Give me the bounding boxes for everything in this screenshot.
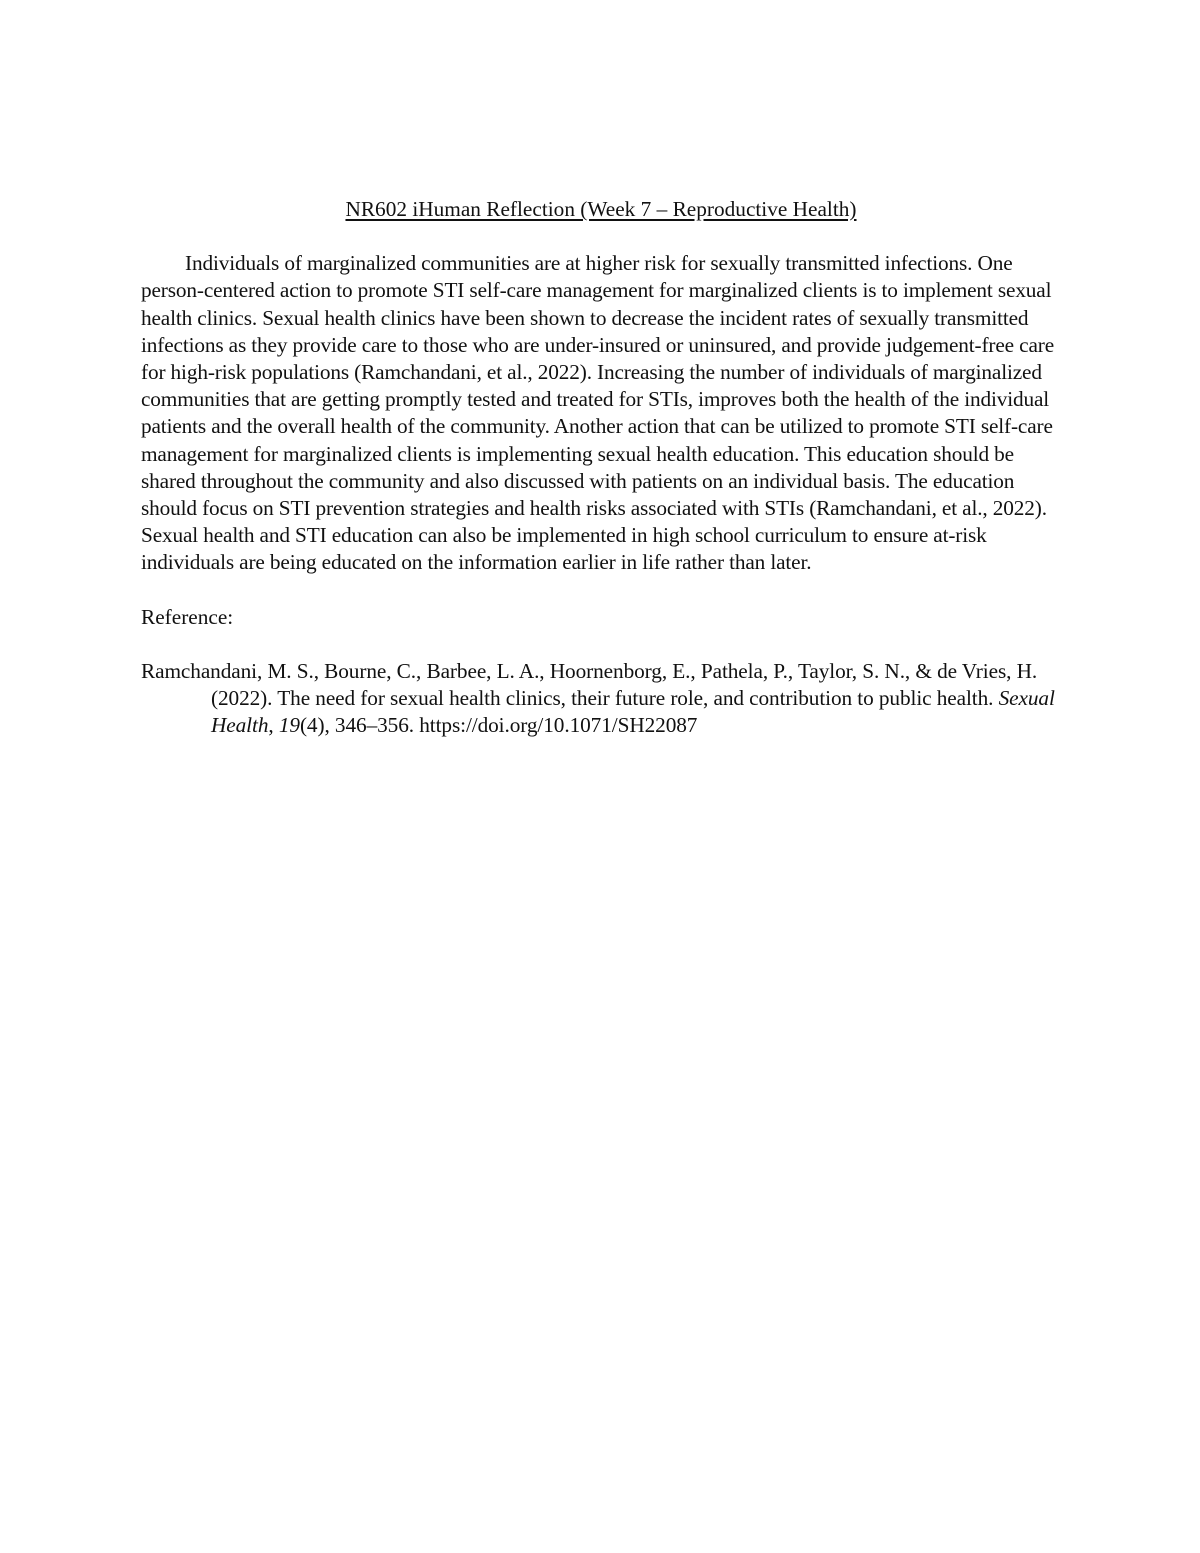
document-content [141,196,1061,739]
citation-doi: https://doi.org/10.1071/SH22087 [419,713,698,738]
citation-issue-pages: (4), 346–356. [299,713,420,738]
reference-heading: Reference: [141,604,234,629]
document-title: NR602 iHuman Reflection (Week 7 – Reproductive Health) [345,197,857,221]
citation-volume: 19 [278,713,300,738]
body-paragraph: Individuals of marginalized communities are at higher risk for sexually transmitted infections. One person-centered action to promote STI self-care management for marginalized clients is to implement sexual health clinics. Sexual health clinics have been shown to decrease the incident rates of sexually transmitted infections as they provide care to those who are under-insured or uninsured, and provide judgement-free care for high-risk populations (Ramchandani, et al., 2022). Increasing the number of individuals of marginalized communities that are getting promptly tested and treated for STIs, improves both the health of the individual patients and the overall health of the community. Another action that can be utilized to promote STI self-care management for marginalized clients is implementing sexual health education. This education should be shared throughout the community and also discussed with patients on an individual basis. The education should focus on STI prevention strategies and health risks associated with STIs (Ramchandani, et al., 2022). Sexual health and STI education can also be implemented in high school curriculum to ensure at-risk individuals are being educated on the information earlier in life rather than later. [141,251,1054,575]
citation-authors-title: Ramchandani, M. S., Bourne, C., Barbee, L. A., Hoornenborg, E., Pathela, P., Taylor, S. N., & de Vries, H. (2022). The need for sexual health clinics, their future role, and contribution to public health. [141,658,1038,711]
reference-citation [141,658,1061,740]
citation-separator: , [268,713,279,738]
citation-journal: Sexual Health [211,686,1055,738]
